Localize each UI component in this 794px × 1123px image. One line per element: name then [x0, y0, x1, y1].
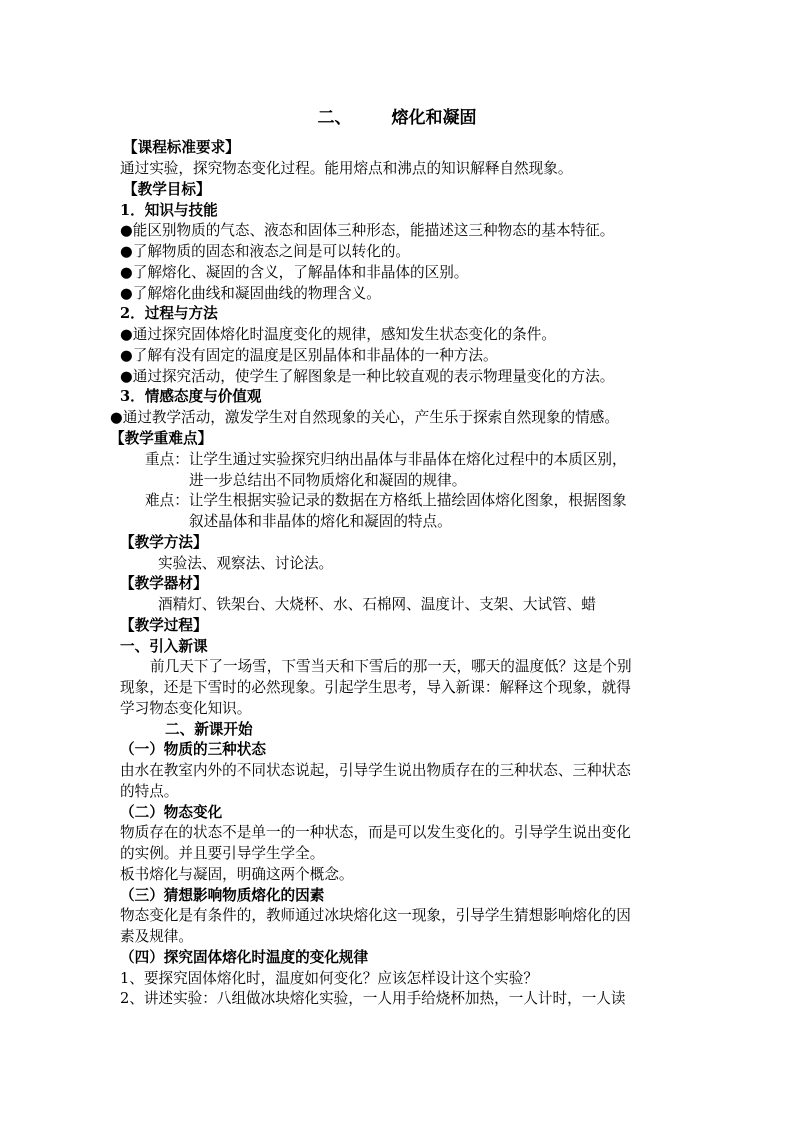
curriculum-header: 【课程标准要求】 [123, 139, 240, 156]
sub1-line: 由水在教室内外的不同状态说起，引导学生说出物质存在的三种状态、三种状态 [120, 762, 631, 779]
methods-text: 实验法、观察法、讨论法。 [158, 555, 334, 572]
goal3-item: ●通过教学活动，激发学生对自然现象的关心，产生乐于探索自然现象的情感。 [110, 409, 619, 426]
title-number: 二、 [317, 108, 352, 128]
goal1-header: 1．知识与技能 [120, 202, 218, 219]
goals-header: 【教学目标】 [123, 181, 211, 198]
intro-line: 现象，还是下雪时的必然现象。引起学生思考，导入新课：解释这个现象，就得 [120, 679, 631, 696]
intro-line: 学习物态变化知识。 [120, 700, 252, 717]
goal2-item: ●通过探究固体熔化时温度变化的规律，感知发生状态变化的条件。 [120, 326, 556, 343]
equipment-text: 酒精灯、铁架台、大烧杯、水、石棉网、温度计、支架、大试管、蜡 [158, 596, 596, 613]
equipment-header: 【教学器材】 [120, 575, 208, 592]
page-title [0, 106, 794, 130]
sub2-line: 板书熔化与凝固，明确这两个概念。 [120, 866, 354, 883]
goal1-item: ●了解熔化、凝固的含义，了解晶体和非晶体的区别。 [120, 264, 469, 281]
intro-line: 前几天下了一场雪，下雪当天和下雪后的那一天，哪天的温度低？这是个别 [150, 658, 632, 675]
curriculum-text: 通过实验，探究物态变化过程。能用熔点和沸点的知识解释自然现象。 [120, 160, 573, 177]
sub4-header: （四）探究固体熔化时温度的变化规律 [120, 949, 369, 966]
keypoint-line: 叙述晶体和非晶体的熔化和凝固的特点。 [189, 513, 452, 530]
sub1-header: （一）物质的三种状态 [120, 741, 266, 758]
goal1-item: ●能区别物质的气态、液态和固体三种形态，能描述这三种物态的基本特征。 [120, 222, 615, 239]
sub4-line: 2、讲述实验：八组做冰块熔化实验，一人用手给烧杯加热，一人计时，一人读 [120, 990, 626, 1007]
sub2-line: 的实例。并且要引导学生学全。 [120, 845, 325, 862]
goal1-item: ●了解物质的固态和液态之间是可以转化的。 [120, 243, 411, 260]
sub2-line: 物质存在的状态不是单一的一种状态，而是可以发生变化的。引导学生说出变化 [120, 824, 631, 841]
goal1-item: ●了解熔化曲线和凝固曲线的物理含义。 [120, 285, 381, 302]
goal2-item: ●通过探究活动，使学生了解图象是一种比较直观的表示物理量变化的方法。 [120, 368, 615, 385]
goal3-header: 3．情感态度与价值观 [120, 388, 262, 405]
keypoint-line: 进一步总结出不同物质熔化和凝固的规律。 [189, 472, 467, 489]
sub3-line: 素及规律。 [120, 928, 193, 945]
new-lesson-header: 二、新课开始 [165, 721, 253, 738]
sub4-line: 1、要探究固体熔化时，温度如何变化？应该怎样设计这个实验？ [120, 970, 538, 987]
sub3-header: （三）猜想影响物质熔化的因素 [120, 887, 325, 904]
methods-header: 【教学方法】 [120, 534, 208, 551]
keypoint-line: 重点：让学生通过实验探究归纳出晶体与非晶体在熔化过程中的本质区别， [145, 451, 627, 468]
sub3-line: 物态变化是有条件的，教师通过冰块熔化这一现象，引导学生猜想影响熔化的因 [120, 907, 631, 924]
keypoint-line: 难点：让学生根据实验记录的数据在方格纸上描绘固体熔化图象，根据图象 [145, 492, 627, 509]
process-header: 【教学过程】 [120, 617, 208, 634]
title-text: 熔化和凝固 [391, 108, 477, 128]
intro-header: 一、引入新课 [120, 638, 208, 655]
goal2-item: ●了解有没有固定的温度是区别晶体和非晶体的一种方法。 [120, 347, 498, 364]
sub2-header: （二）物态变化 [120, 804, 223, 821]
keypoints-header: 【教学重难点】 [110, 430, 213, 447]
goal2-header: 2．过程与方法 [120, 305, 218, 322]
sub1-line: 的特点。 [120, 783, 179, 800]
